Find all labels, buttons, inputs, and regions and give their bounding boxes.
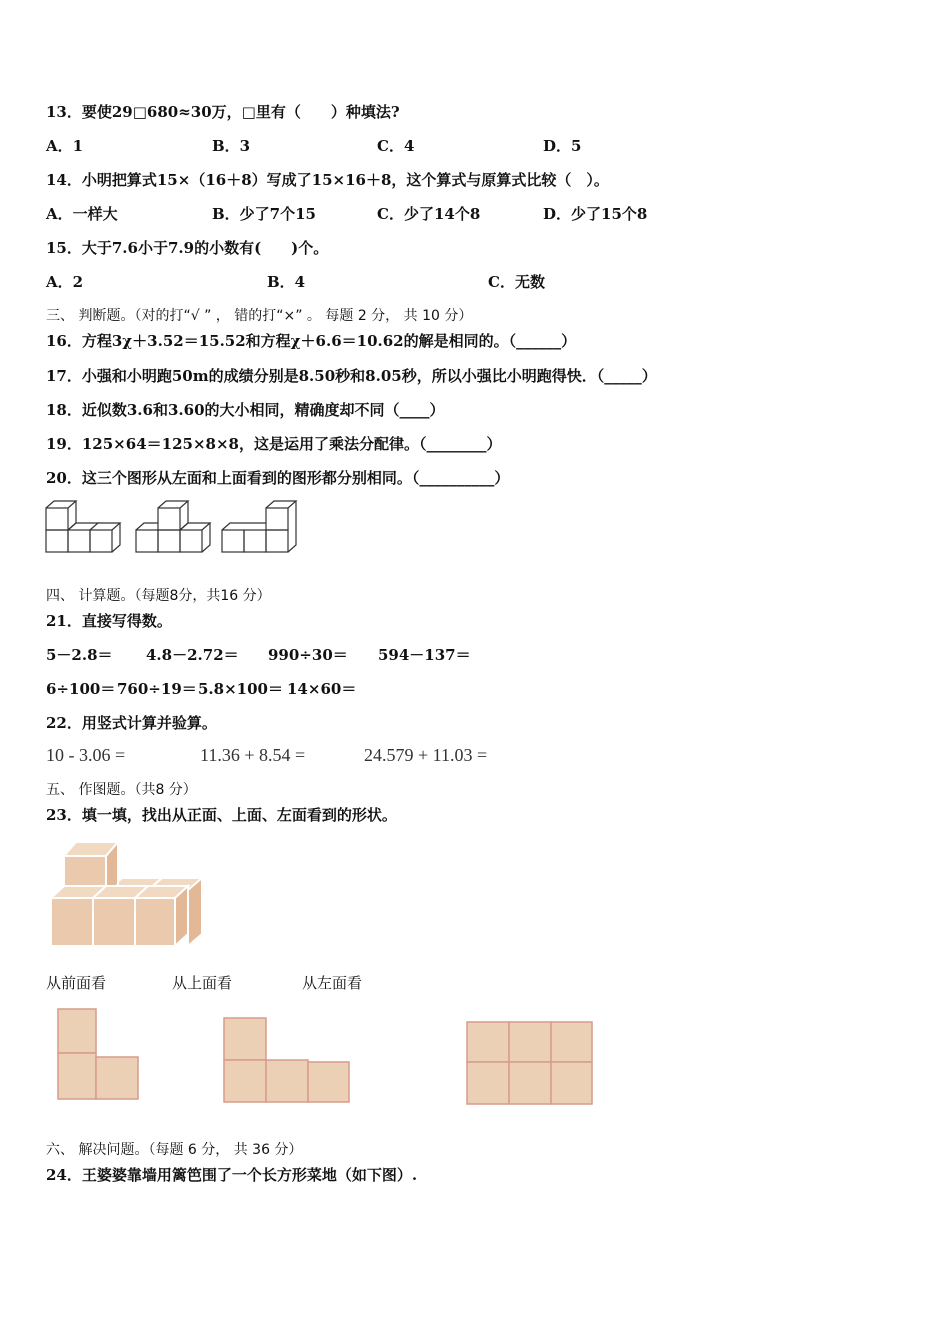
question-22-stem: 22．用竖式计算并验算。 xyxy=(46,714,217,732)
front-view-figure xyxy=(52,1006,144,1104)
q14-option-d[interactable]: D．少了15个8 xyxy=(543,205,648,223)
section-3-heading: 三、 判断题。（对的打“√ ” ， 错的打“×” 。 每题 2 分， 共 10 分） xyxy=(46,308,473,324)
question-15-stem: 15．大于7.6小于7.9的小数有( )个。 xyxy=(46,239,329,257)
q21-item: 5.8×100＝ xyxy=(198,680,283,698)
view-label-left: 从左面看 xyxy=(302,974,363,992)
q21-item: 594－137＝ xyxy=(378,646,471,664)
question-17-stem: 17．小强和小明跑50m的成绩分别是8.50秒和8.05秒，所以小强比小明跑得快．（_____） xyxy=(46,367,657,385)
question-24-stem: 24．王婆婆靠墙用篱笆围了一个长方形菜地（如下图）. xyxy=(46,1166,418,1184)
view-label-top: 从上面看 xyxy=(172,974,233,992)
question-20-stem: 20．这三个图形从左面和上面看到的图形都分别相同。（__________） xyxy=(46,469,510,487)
section-6-heading: 六、 解决问题。（每题 6 分， 共 36 分） xyxy=(46,1142,303,1158)
q21-item: 4.8－2.72＝ xyxy=(146,646,239,664)
q13-option-c[interactable]: C．4 xyxy=(377,137,415,155)
q14-option-a[interactable]: A．一样大 xyxy=(46,205,118,223)
q22-item: 10 - 3.06 = xyxy=(46,745,126,765)
q15-option-c[interactable]: C．无数 xyxy=(488,273,545,291)
q22-item: 11.36 + 8.54 = xyxy=(200,745,306,765)
question-16-stem: 16．方程3χ＋3.52＝15.52和方程χ＋6.6＝10.62的解是相同的。（______） xyxy=(46,332,577,350)
q13-option-d[interactable]: D．5 xyxy=(543,137,582,155)
q20-figure-2 xyxy=(134,498,214,556)
section-5-heading: 五、 作图题。（共8 分） xyxy=(46,782,197,798)
q21-item: 990÷30＝ xyxy=(268,646,348,664)
q23-cube-figure xyxy=(46,838,206,952)
question-18-stem: 18．近似数3.6和3.60的大小相同，精确度却不同（____） xyxy=(46,401,445,419)
q13-option-a[interactable]: A．1 xyxy=(46,137,84,155)
q21-item: 6÷100＝ xyxy=(46,680,116,698)
q20-figure-1 xyxy=(44,498,124,556)
q14-option-c[interactable]: C．少了14个8 xyxy=(377,205,481,223)
section-4-heading: 四、 计算题。（每题8分，共16 分） xyxy=(46,588,271,604)
left-view-figure xyxy=(464,1018,596,1108)
q14-option-b[interactable]: B．少了7个15 xyxy=(212,205,316,223)
question-21-stem: 21．直接写得数。 xyxy=(46,612,172,630)
question-14-stem: 14．小明把算式15×（16＋8）写成了15×16＋8，这个算式与原算式比较（ ）。 xyxy=(46,171,609,189)
q13-option-b[interactable]: B．3 xyxy=(212,137,251,155)
question-13-stem: 13．要使29□680≈30万，□里有（ ）种填法? xyxy=(46,103,400,121)
q21-item: 5－2.8＝ xyxy=(46,646,113,664)
question-23-stem: 23．填一填，找出从正面、上面、左面看到的形状。 xyxy=(46,806,397,824)
view-label-front: 从前面看 xyxy=(46,974,107,992)
q20-figure-3 xyxy=(220,498,300,556)
question-19-stem: 19．125×64＝125×8×8，这是运用了乘法分配律。（________） xyxy=(46,435,502,453)
q15-option-a[interactable]: A．2 xyxy=(46,273,84,291)
q22-item: 24.579 + 11.03 = xyxy=(364,745,488,765)
q21-item: 760÷19＝ xyxy=(117,680,197,698)
top-view-figure xyxy=(220,1014,354,1106)
q15-option-b[interactable]: B．4 xyxy=(267,273,306,291)
q21-item: 14×60＝ xyxy=(287,680,357,698)
